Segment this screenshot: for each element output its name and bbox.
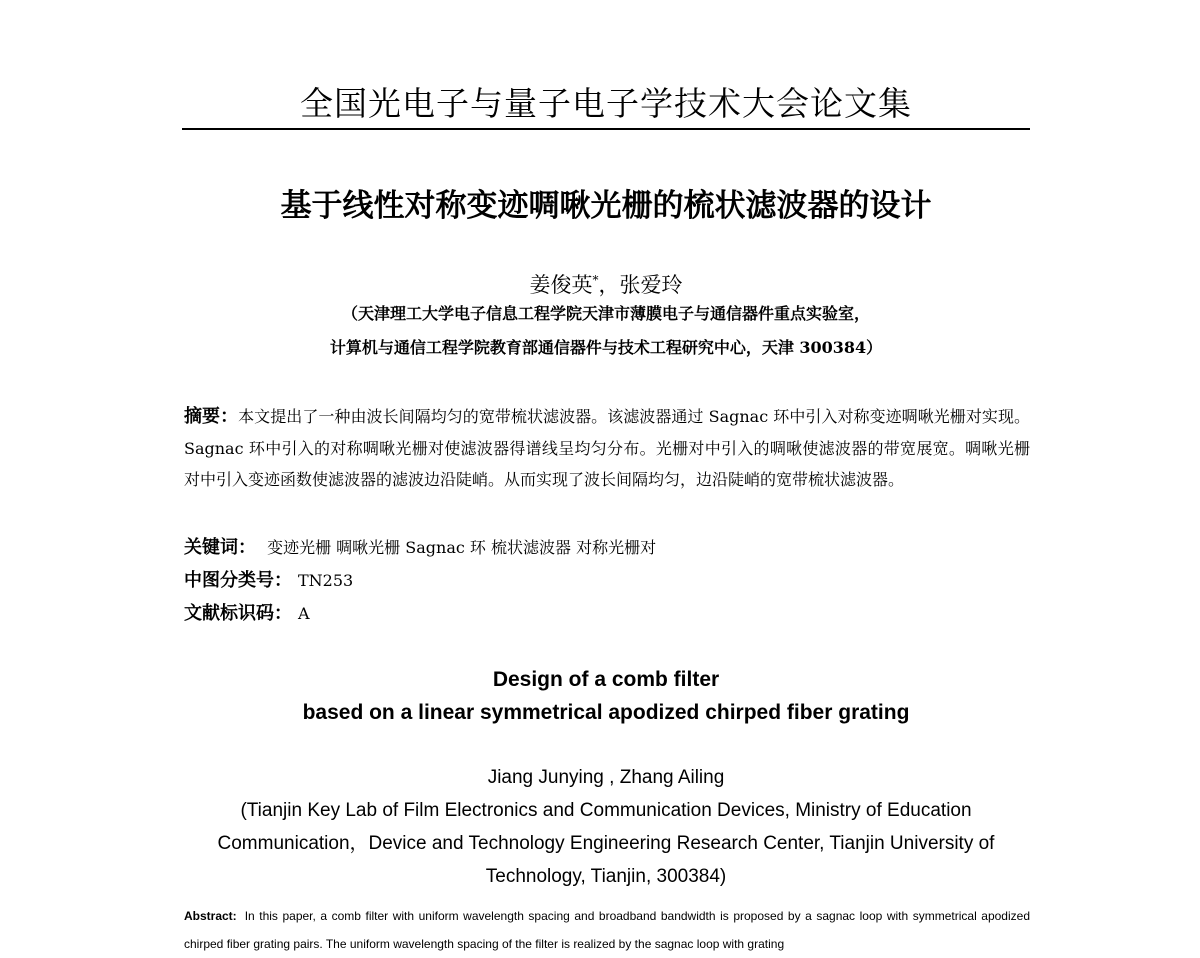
keywords-label: 关键词： bbox=[184, 537, 256, 558]
abstract-cn-label: 摘要： bbox=[184, 406, 239, 427]
author-first: 姜俊英 bbox=[529, 273, 593, 297]
doc-code-label: 文献标识码： bbox=[184, 603, 292, 624]
doc-code-line bbox=[184, 602, 310, 626]
authors-en: Jiang Junying , Zhang Ailing bbox=[487, 767, 725, 788]
abstract-cn-text: 本文提出了一种由波长间隔均匀的宽带梳状滤波器。该滤波器通过 Sagnac 环中引入对称变迹啁啾光栅对实现。Sagnac 环中引入的对称啁啾光栅对使滤波器得谱线呈均匀分布。光栅对中引入的啁啾使滤波器的带宽展宽。啁啾光栅对中引入变迹函数使滤波器的滤波边沿陡峭。从而实现了波长间隔均匀，边沿陡峭的宽带梳状滤波器。 bbox=[184, 407, 1030, 489]
affiliation-en-line3: Technology, Tianjin, 300384) bbox=[485, 866, 727, 887]
abstract-en-label: Abstract: bbox=[184, 909, 237, 923]
keywords-line bbox=[184, 536, 656, 560]
affiliation-cn-line1: （天津理工大学电子信息工程学院天津市薄膜电子与通信器件重点实验室， bbox=[341, 304, 870, 323]
author-rest: ，张爱玲 bbox=[598, 273, 683, 297]
doc-code-value: A bbox=[298, 604, 310, 623]
affiliation-en-line2: Communication，Device and Technology Engineering Research Center, Tianjin University of bbox=[217, 833, 995, 854]
keywords-value: 变迹光栅 啁啾光栅 Sagnac 环 梳状滤波器 对称光栅对 bbox=[267, 538, 657, 557]
paper-title-cn: 基于线性对称变迹啁啾光栅的梳状滤波器的设计 bbox=[280, 188, 932, 224]
paper-title-en-line2: based on a linear symmetrical apodized chirped fiber grating bbox=[302, 701, 910, 724]
affiliation-cn-line2: 计算机与通信工程学院教育部通信器件与技术工程研究中心，天津 300384） bbox=[329, 338, 883, 357]
corresponding-author-mark: * bbox=[592, 273, 599, 287]
abstract-cn bbox=[184, 401, 1030, 496]
clc-line bbox=[184, 569, 353, 593]
paper-title-en-line1: Design of a comb filter bbox=[492, 668, 720, 691]
proceedings-title: 全国光电子与量子电子学技术大会论文集 bbox=[300, 84, 912, 123]
authors-cn bbox=[182, 266, 1030, 299]
abstract-en bbox=[184, 902, 1030, 958]
affiliation-en-line1: (Tianjin Key Lab of Film Electronics and Communication Devices, Ministry of Education bbox=[240, 800, 972, 821]
abstract-en-text: In this paper, a comb filter with uniform wavelength spacing and broadband bandwidth is proposed by a sagnac loop with symmetrical apodized chirped fiber grating pairs. The uniform wavelength spacing of the filter is realized by the sagnac loop with grating bbox=[184, 909, 1030, 951]
clc-label: 中图分类号： bbox=[184, 570, 292, 591]
clc-value: TN253 bbox=[298, 571, 354, 590]
proceedings-header bbox=[182, 84, 1030, 130]
